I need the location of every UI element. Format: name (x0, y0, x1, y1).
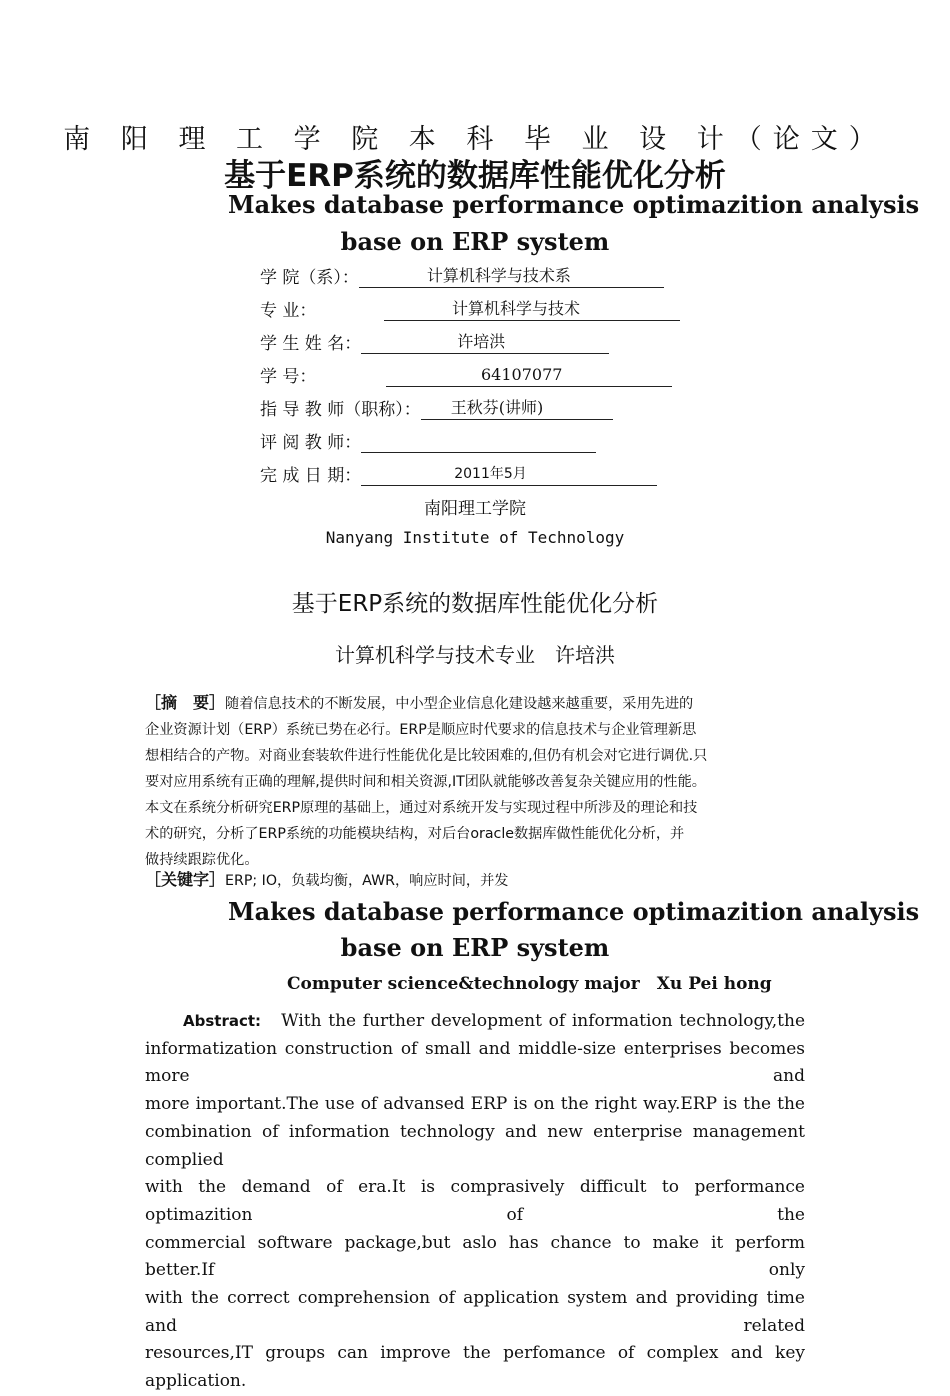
abstract-en-line: more important.The use of advansed ERP is on the right way.ERP is the the (145, 1094, 805, 1115)
info-value-line (361, 430, 596, 453)
info-value-line (361, 463, 657, 486)
info-value-line (359, 265, 664, 288)
info-label: 学 院（系）： (260, 268, 359, 288)
info-row-department (260, 258, 664, 288)
major-author-cn: 计算机科学与技术专业 许培洪 (335, 643, 615, 667)
abstract-tag-en: Abstract: (183, 1012, 262, 1030)
keywords-tag-cn: ［关键字］ (145, 870, 226, 889)
institute-name-cn: 南阳理工学院 (424, 499, 526, 519)
info-label: 学 生 姓 名： (260, 334, 362, 354)
school-title: 南 阳 理 工 学 院 本 科 毕 业 设 计（论文） (63, 124, 887, 155)
info-value-line (421, 397, 613, 420)
abstract-cn-line: 术的研究，分析了ERP系统的功能模块结构，对后台oracle数据库做性能优化分析，并 (145, 826, 685, 842)
abstract-en-line: with the demand of era.It is comprasively difficult to performance optimazition of the (145, 1177, 805, 1225)
thesis-title-en-line2: base on ERP system (340, 227, 610, 256)
info-row-reviewer (260, 423, 596, 453)
abstract-en-line: resources,IT groups can improve the perfomance of complex and key application. (145, 1343, 805, 1392)
major-author-en: Computer science&technology major Xu Pei hong (287, 974, 772, 994)
info-value: 许培洪 (457, 332, 506, 351)
abstract-en-line: commercial software package,but aslo has chance to make it perform better.If only (145, 1232, 805, 1281)
info-label: 完 成 日 期： (260, 466, 362, 486)
abstract-en-line: combination of information technology and new enterprise management complied (145, 1121, 805, 1170)
abstract-cn-line: 本文在系统分析研究ERP原理的基础上，通过对系统开发与实现过程中所涉及的理论和技 (145, 800, 698, 816)
abstract-en-line: with the correct comprehension of application system and providing time and related (145, 1288, 805, 1336)
abstract-title-en-line2: base on ERP system (340, 933, 610, 962)
abstract-title-cn: 基于ERP系统的数据库性能优化分析 (291, 591, 659, 617)
info-row-student-id (260, 357, 672, 387)
info-value: 王秋芬(讲师) (450, 398, 544, 417)
info-value-line (384, 298, 680, 321)
abstract-en-line: informatization construction of small and middle-size enterprises becomes more and (145, 1038, 805, 1087)
info-label: 学 号： (260, 367, 317, 387)
institute-name-en: Nanyang Institute of Technology (325, 528, 625, 547)
info-value: 计算机科学与技术 (452, 299, 581, 318)
abstract-cn-line: 做持续跟踪优化。 (145, 852, 259, 868)
info-row-advisor (260, 390, 613, 420)
keywords-text: ERP; IO，负载均衡，AWR，响应时间，并发 (225, 873, 509, 889)
info-label: 指 导 教 师（职称）： (260, 400, 421, 420)
abstract-cn-line: 企业资源计划（ERP）系统已势在必行。ERP是顺应时代要求的信息技术与企业管理新思 (145, 722, 697, 738)
info-value: 64107077 (481, 365, 563, 384)
thesis-title-cn: 基于ERP系统的数据库性能优化分析 (224, 158, 726, 194)
info-row-student-name (260, 324, 609, 354)
info-value: 2011年5月 (454, 466, 527, 482)
info-value: 计算机科学与技术系 (426, 266, 571, 285)
keywords-cn (145, 867, 508, 890)
abstract-cn-line: 要对应用系统有正确的理解,提供时间和相关资源,IT团队就能够改善复杂关键应用的性能。 (145, 774, 706, 790)
abstract-tag-cn: ［摘 要］ (145, 693, 226, 712)
info-row-completion-date (260, 456, 657, 486)
thesis-title-en-line1: Makes database performance optimazition analysis (228, 190, 920, 219)
abstract-cn-line: 想相结合的产物。对商业套装软件进行性能优化是比较困难的,但仍有机会对它进行调优.只 (145, 748, 708, 764)
info-value-line (361, 331, 609, 354)
abstract-en-line: Abstract: With the further development of information technology,the (183, 1011, 805, 1031)
info-label: 专 业： (260, 301, 317, 321)
abstract-en (145, 1008, 805, 1396)
info-value-line (386, 364, 672, 387)
info-row-major (260, 291, 680, 321)
abstract-cn-line: ［摘 要］随着信息技术的不断发展，中小型企业信息化建设越来越重要，采用先进的 (145, 693, 694, 712)
abstract-title-en-line1: Makes database performance optimazition analysis (228, 897, 920, 926)
abstract-cn (145, 690, 805, 873)
info-label: 评 阅 教 师： (260, 433, 362, 453)
